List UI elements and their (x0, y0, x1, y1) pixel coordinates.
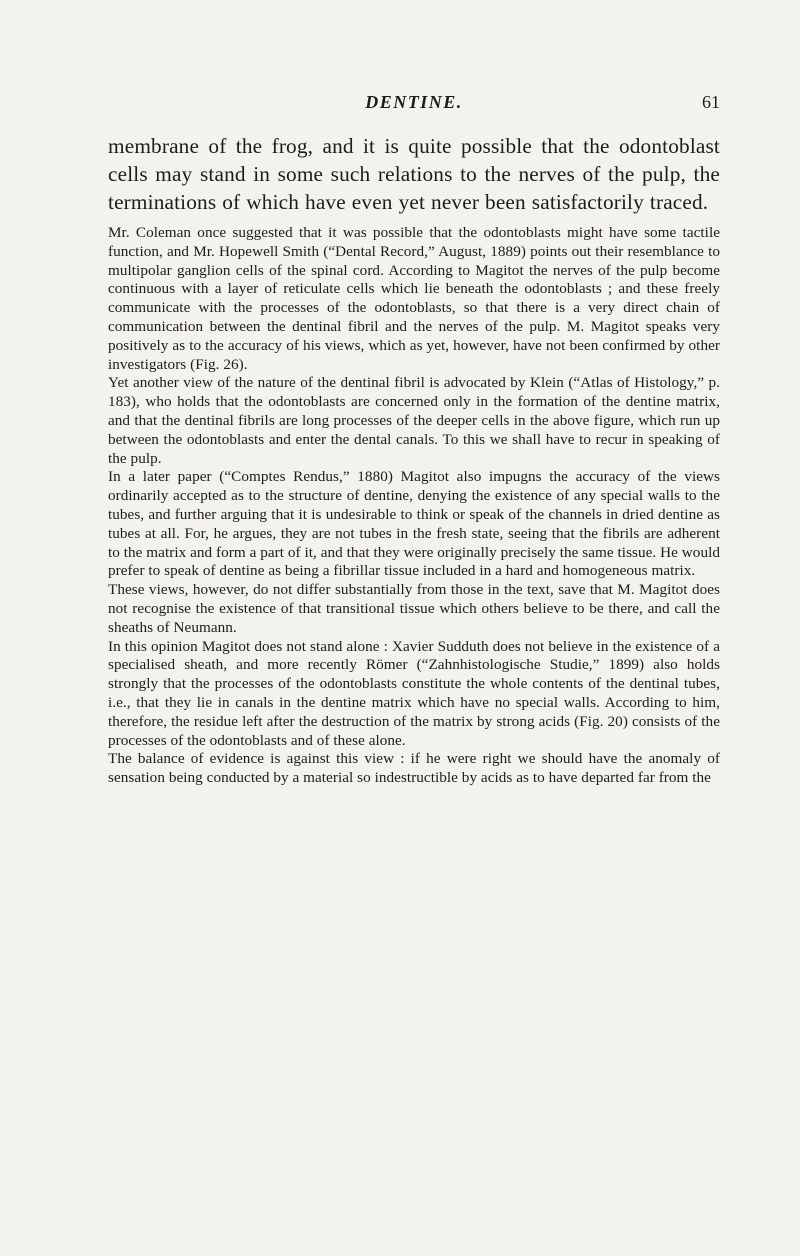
small-print-section (108, 224, 720, 788)
paragraph: In this opinion Magitot does not stand alone : Xavier Sudduth does not believe in the existence of a specialised sheath, and more recently Römer (“Zahnhistologische Studie,” 1899) also holds strongly that the processes of the odontoblasts constitute the whole contents of the dentinal tubes, i.e., that they lie in canals in the dentine matrix which have no special walls. According to him, therefore, the residue left after the destruction of the matrix by strong acids (Fig. 20) consists of the processes of the odontoblasts and of these alone. (108, 637, 720, 749)
running-title: DENTINE. (365, 92, 463, 112)
paragraph: In a later paper (“Comptes Rendus,” 1880) Magitot also impugns the accuracy of the views ordinarily accepted as to the structure of dentine, denying the existence of any special walls to the tubes, and further arguing that it is undesirable to think or speak of the channels in dried dentine as tubes at all. For, he argues, they are not tubes in the fresh state, seeing that the fibrils are adherent to the matrix and form a part of it, and that they were originally precisely the same tissue. He would prefer to speak of dentine as being a fibrillar tissue included in a hard and homogeneous matrix. (108, 468, 720, 580)
paragraph: Yet another view of the nature of the dentinal fibril is advocated by Klein (“Atlas of Histology,” p. 183), who holds that the odontoblasts are concerned only in the formation of the dentine matrix, and that the dentinal fibrils are long processes of the deeper cells in the above figure, which run up between the odontoblasts and enter the dental canals. To this we shall have to recur in speaking of the pulp. (108, 374, 720, 467)
paragraph: The balance of evidence is against this view : if he were right we should have the anomaly of sensation being conducted by a material so indestructible by acids as to have departed far from the (108, 750, 720, 787)
paragraph: Mr. Coleman once suggested that it was possible that the odontoblasts might have some tactile function, and Mr. Hopewell Smith (“Dental Record,” August, 1889) points out their resemblance to multipolar ganglion cells of the spinal cord. According to Magitot the nerves of the pulp become continuous with a layer of reticulate cells which lie beneath the odontoblasts ; and these freely communicate with the processes of the odontoblasts, so that there is a very direct chain of communication between the dentinal fibril and the nerves of the pulp. M. Magitot speaks very positively as to the accuracy of his views, which as yet, however, have not been confirmed by other investigators (Fig. 26). (108, 224, 720, 373)
body-text (108, 132, 720, 788)
paragraph: These views, however, do not differ substantially from those in the text, save that M. Magitot does not recognise the existence of that transitional tissue which others believe to be there, and call the sheaths of Neumann. (108, 581, 720, 636)
lead-paragraph: membrane of the frog, and it is quite possible that the odontoblast cells may stand in some such relations to the nerves of the pulp, the terminations of which have even yet never been satisfactorily traced. (108, 134, 720, 214)
page-number: 61 (702, 92, 720, 112)
running-head (108, 92, 720, 118)
